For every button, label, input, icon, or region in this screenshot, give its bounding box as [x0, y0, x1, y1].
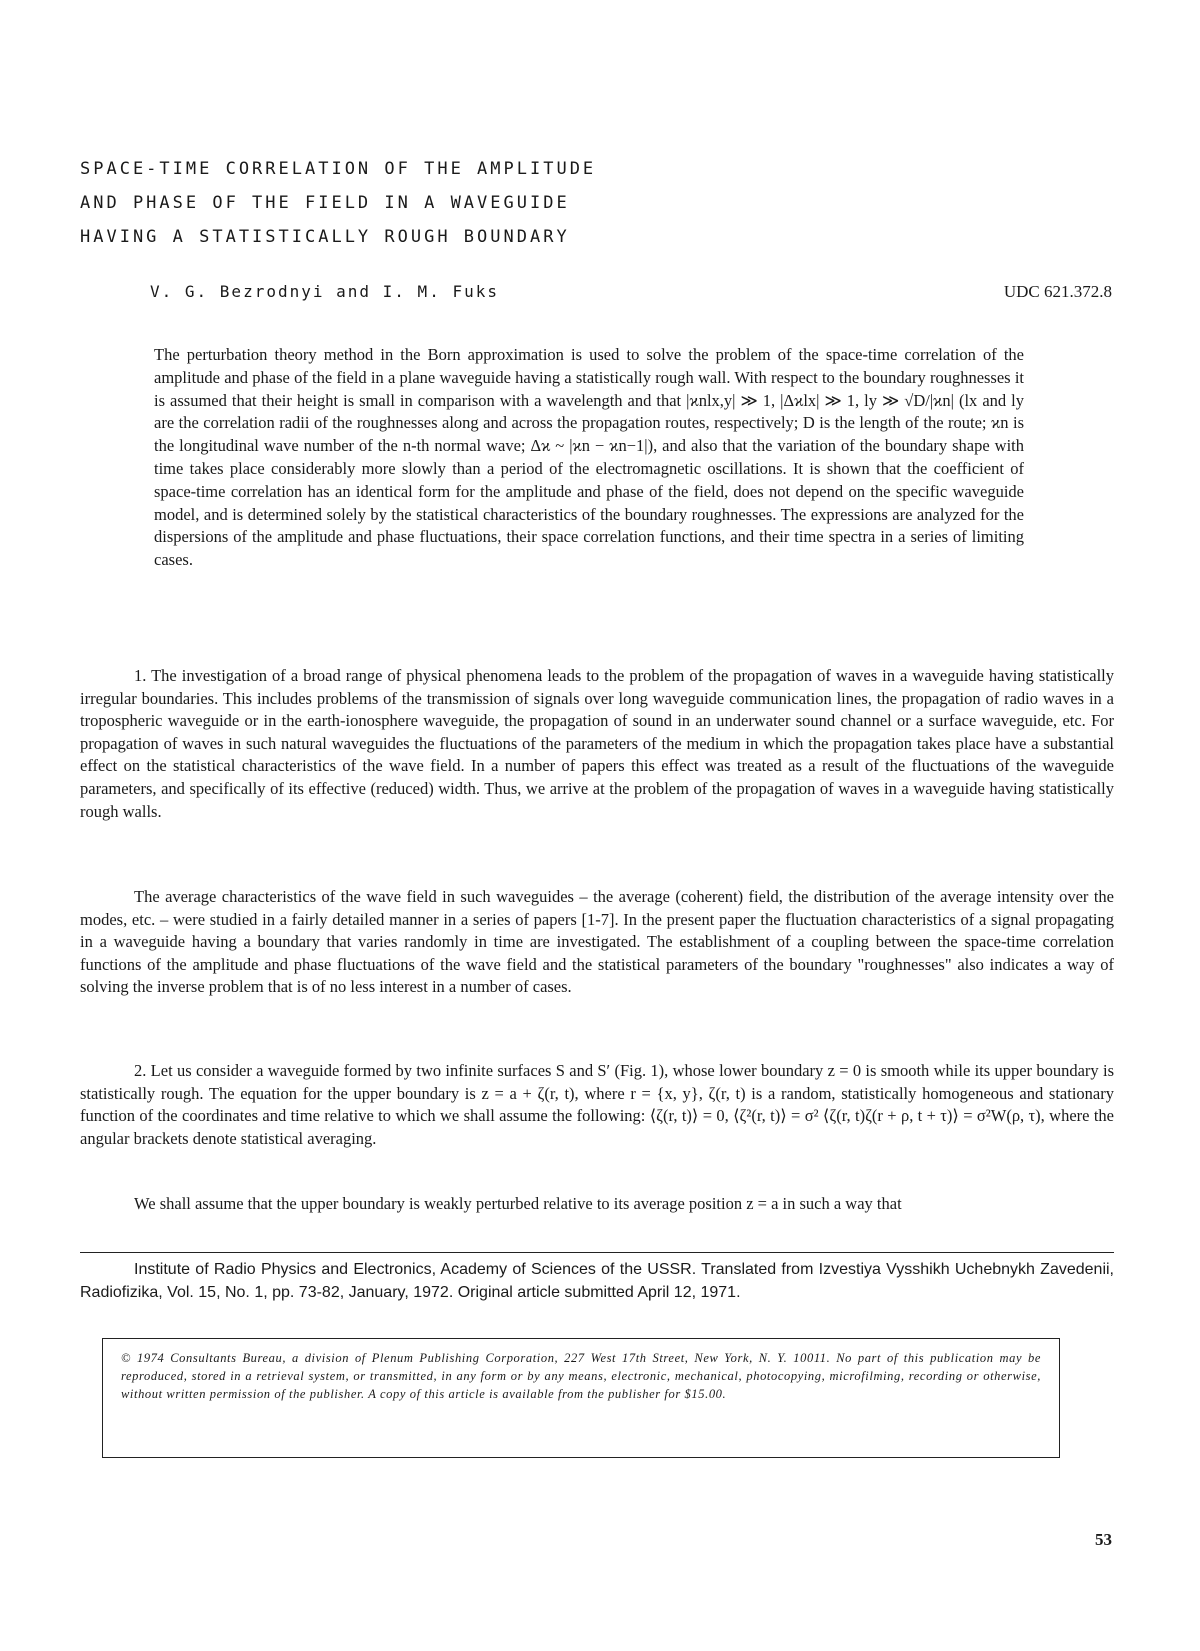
section-1-paragraph [80, 665, 1114, 823]
article-title [80, 152, 980, 254]
section-2-paragraph-2 [80, 1193, 1114, 1216]
title-line-1: SPACE-TIME CORRELATION OF THE AMPLITUDE [80, 159, 597, 179]
paragraph-4: We shall assume that the upper boundary is weakly perturbed relative to its average position z = a in such a way that [134, 1194, 902, 1213]
paragraph-3: 2. Let us consider a waveguide formed by two infinite surfaces S and S′ (Fig. 1), whose lower boundary z = 0 is smooth while its upper boundary is statistically rough. The equation for the upper boundary is z = a + ζ(r, t), where r = {x, y}, ζ(r, t) is a random, statistically homogeneous and stationary function of the coordinates and time relative to which we shall assume the following: ⟨ζ(r, t)⟩ = 0, ⟨ζ²(r, t)⟩ = σ² ⟨ζ(r, t)ζ(r + ρ, t + τ)⟩ = σ²W(ρ, τ), where the angular brackets denote statistical averaging. [80, 1061, 1114, 1148]
section-2-paragraph [80, 1060, 1114, 1150]
section-1-paragraph-2 [80, 886, 1114, 999]
authors: V. G. Bezrodnyi and I. M. Fuks [150, 282, 499, 301]
page-number: 53 [1095, 1530, 1112, 1549]
title-line-2: AND PHASE OF THE FIELD IN A WAVEGUIDE [80, 193, 570, 213]
title-line-3: HAVING A STATISTICALLY ROUGH BOUNDARY [80, 227, 570, 247]
footnote-divider [80, 1252, 1114, 1253]
abstract: The perturbation theory method in the Born approximation is used to solve the problem of the space-time correlation of the amplitude and phase of the field in a plane waveguide having a statistically rough wall. With respect to the boundary roughnesses it is assumed that their height is small in comparison with a wavelength and that |ϰnlx,y| ≫ 1, |Δϰlx| ≫ 1, ly ≫ √D/|ϰn| (lx and ly are the correlation radii of the roughnesses along and across the propagation routes, respectively; D is the length of the route; ϰn is the longitudinal wave number of the n-th normal wave; Δϰ ~ |ϰn − ϰn−1|), and also that the variation of the boundary shape with time takes place considerably more slowly than a period of the electromagnetic oscillations. It is shown that the coefficient of space-time correlation has an identical form for the amplitude and phase of the field, does not depend on the specific waveguide model, and is determined solely by the statistical characteristics of the boundary roughnesses. The expressions are analyzed for the dispersions of the amplitude and phase fluctuations, their space correlation functions, and their time spectra in a series of limiting cases. [154, 345, 1024, 570]
footnote-text: Institute of Radio Physics and Electronics, Academy of Sciences of the USSR. Translated from Izvestiya Vysshikh Uchebnykh Zavedenii, Radiofizika, Vol. 15, No. 1, pp. 73-82, January, 1972. Original article submitted April 12, 1971. [80, 1261, 1114, 1301]
paragraph-2: The average characteristics of the wave field in such waveguides – the average (coherent) field, the distribution of the average intensity over the modes, etc. – were studied in a fairly detailed manner in a series of papers [1-7]. In the present paper the fluctuation characteristics of a signal propagating in a waveguide having a boundary that varies randomly in time are investigated. The establishment of a coupling between the space-time correlation functions of the amplitude and phase fluctuations of the wave field and the statistical parameters of the boundary "roughnesses" also indicates a way of solving the inverse problem that is of no less interest in a number of cases. [80, 887, 1114, 997]
paragraph-1: 1. The investigation of a broad range of physical phenomena leads to the problem of the propagation of waves in a waveguide having statistically irregular boundaries. This includes problems of the transmission of signals over long waveguide communication lines, the propagation of radio waves in a tropospheric waveguide or in the earth-ionosphere waveguide, the propagation of sound in an underwater sound channel or a surface waveguide, etc. For propagation of waves in such natural waveguides the fluctuations of the parameters of the medium in which the propagation takes place have a substantial effect on the statistical characteristics of the wave field. In a number of papers this effect was treated as a result of the fluctuations of the waveguide parameters, and specifically of its effective (reduced) width. Thus, we arrive at the problem of the propagation of waves in a waveguide having statistically rough walls. [80, 666, 1114, 821]
copyright-box: © 1974 Consultants Bureau, a division of Plenum Publishing Corporation, 227 West 17th Street, New York, N. Y. 10011. No part of this publication may be reproduced, stored in a retrieval system, or transmitted, in any form or by any means, electronic, mechanical, photocopying, microfilming, recording or otherwise, without written permission of the publisher. A copy of this article is available from the publisher for $15.00. [102, 1338, 1060, 1458]
affiliation-footnote [80, 1258, 1114, 1304]
udc-code: UDC 621.372.8 [1003, 282, 1112, 301]
